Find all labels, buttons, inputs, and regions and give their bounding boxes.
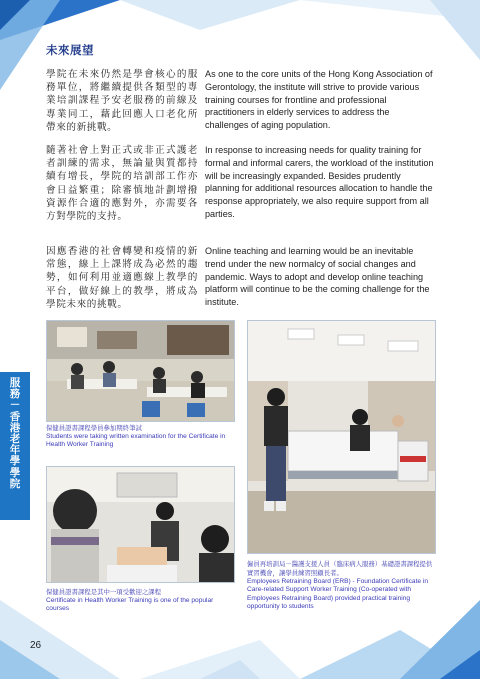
erb-caption-en: Employees Retraining Board (ERB) - Foundation Certificate in Care-related Support Worker Training (Co-operated with Employees Retraining Board) provided practical training opportunity to students: [247, 578, 429, 610]
paragraph-2-zh: 隨著社會上對正式或非正式護老者訓練的需求，無論量與質都持續有增長，學院的培訓部工作亦會日益繁重；除審慎地計劃增撥資源作合適的應對外，亦需要各方對學院的支持。: [46, 145, 198, 223]
popular-caption-zh: 保健員證書課程是其中一項受歡迎之課程: [46, 588, 162, 596]
paragraph-2-en: In response to increasing needs for quality training for formal and informal carers, the workload of the institution will be increasingly expanded. Besides prudently planning for additional resources allocation to handle the response appropriately, we also require support from all parties.: [205, 145, 434, 219]
paragraph-1-zh: 學院在未來仍然是學會核心的服務單位，將繼續提供各類型的專業培訓課程予安老服務的前線及專業同工，藉此回應人口老化所帶來的新挑戰。: [46, 69, 198, 133]
exam-caption-en: Students were taking written examination for the Certificate in Health Worker Training: [46, 433, 226, 449]
ward-practice-photo: [247, 320, 436, 554]
training-demo-photo: [46, 466, 235, 583]
exam-caption-zh: 保健員證書課程學員參加期終筆試: [46, 424, 142, 432]
page-number: 26: [30, 640, 42, 651]
exam-classroom-photo: [46, 320, 235, 422]
paragraph-3-zh: 因應香港的社會轉變和疫情的新常態，線上上課將成為必然的趨勢，如何利用並適應線上教學的平台，做好線上的教學，將成為學院未來的挑戰。: [46, 246, 198, 310]
paragraph-3-en: Online teaching and learning would be an inevitable trend under the new normalcy of social changes and pandemic. Ways to adopt and develop online teaching platform will continue to be the coming challenge for the institute.: [205, 246, 430, 308]
side-tab-label: 服務－香港老年學學院: [9, 377, 21, 490]
erb-caption-zh: 僱員再培訓局－醫護支援人員（臨床病人服務）基礎證書課程提供實習機會，讓學員練習照顧長者。: [247, 560, 433, 577]
section-heading: 未來展望: [46, 43, 94, 57]
paragraph-1-en: As one to the core units of the Hong Kong Association of Gerontology, the institute will strive to provide various training courses for frontline and professional practitioners in elderly services to address the challenges of aging population.: [205, 69, 433, 131]
popular-caption-en: Certificate in Health Worker Training is one of the popular courses: [46, 597, 214, 613]
